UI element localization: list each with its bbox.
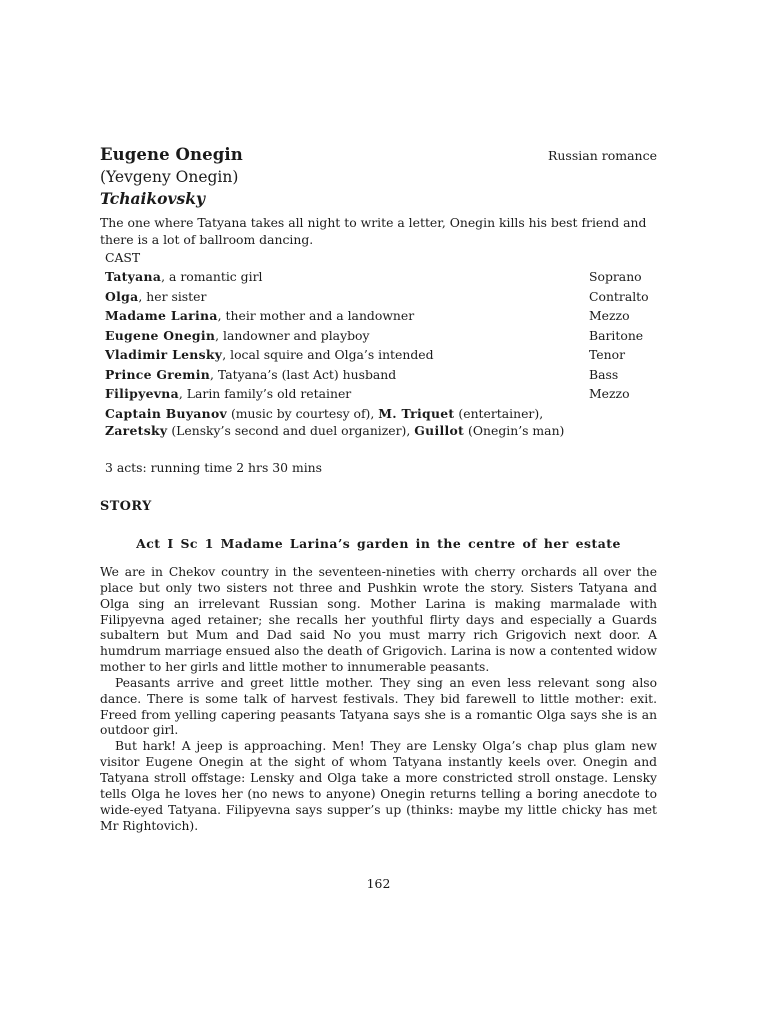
story-paragraph: Peasants arrive and greet little mother. They sing an even less relevant song also dance. There is some talk of harvest festivals. They bid farewell to little mother: exit. Freed from yelling capering peasants Tatyana says she is a romantic Olga says she is an outdoor girl. <box>100 675 657 738</box>
role-description: , Tatyana’s (last Act) husband <box>210 366 397 382</box>
cast-row <box>105 327 657 347</box>
role-name: Zaretsky <box>105 423 168 438</box>
role-description: (entertainer), <box>454 406 544 421</box>
page-number: 162 <box>366 876 391 891</box>
alternate-title: (Yevgeny Onegin) <box>100 168 239 186</box>
cast-list <box>105 268 657 405</box>
role-description: , local squire and Olga’s intended <box>222 347 434 362</box>
role-description: , Larin family’s old retainer <box>178 386 352 401</box>
role-name: Eugene Onegin <box>105 327 216 343</box>
opera-title: Eugene Onegin <box>100 145 243 164</box>
role-description: , landowner and playboy <box>215 327 370 343</box>
composer-name: Tchaikovsky <box>100 189 205 208</box>
voice-type: Tenor <box>589 347 625 362</box>
role-description: (music by courtesy of), <box>227 406 379 421</box>
cast-row <box>105 385 657 405</box>
voice-type: Mezzo <box>589 308 630 323</box>
role-description: (Onegin’s man) <box>464 423 565 438</box>
voice-type: Bass <box>589 366 619 382</box>
role-name: Madame Larina <box>105 308 218 323</box>
role-name: M. Triquet <box>378 406 455 421</box>
voice-type: Mezzo <box>589 386 630 401</box>
role-description: , their mother and a landowner <box>217 308 415 323</box>
voice-type: Contralto <box>589 288 649 304</box>
voice-type: Baritone <box>589 327 644 343</box>
role-name: Prince Gremin <box>105 366 211 382</box>
minor-roles <box>105 405 657 439</box>
act-heading: Act I Sc 1 Madame Larina’s garden in the centre of her estate <box>136 536 621 551</box>
role-name: Captain Buyanov <box>105 406 228 421</box>
role-name: Vladimir Lensky <box>105 347 223 362</box>
role-description: , a romantic girl <box>161 269 263 284</box>
synopsis: The one where Tatyana takes all night to write a letter, Onegin kills his best friend and there is a lot of ballroom dancing. <box>100 215 647 247</box>
cast-row <box>105 307 657 327</box>
cast-row <box>105 346 657 366</box>
role-name: Filipyevna <box>105 386 179 401</box>
role-description: (Lensky’s second and duel organizer), <box>167 423 415 438</box>
title-row <box>100 145 657 167</box>
running-time: 3 acts: running time 2 hrs 30 mins <box>105 460 323 475</box>
cast-label: CAST <box>105 250 141 265</box>
cast-row <box>105 288 657 308</box>
role-name: Guillot <box>414 423 465 438</box>
story-paragraph: We are in Chekov country in the seventeen-nineties with cherry orchards all over the place but only two sisters not three and Pushkin wrote the story. Sisters Tatyana and Olga sing an irrelevant Russian song. Mother Larina is making marmalade with Filipyevna aged retainer; she recalls her youthful flirty days and especially a Guards subaltern but Mum and Dad said No you must marry rich Grigovich next door. A humdrum marriage ensued also the death of Grigovich. Larina is now a contented widow mother to her girls and little mother to innumerable peasants. <box>100 565 657 675</box>
story-paragraph: But hark! A jeep is approaching. Men! They are Lensky Olga’s chap plus glam new visitor Eugene Onegin at the sight of whom Tatyana instantly keels over. Onegin and Tatyana stroll offstage: Lensky and Olga take a more constricted stroll onstage. Lensky tells Olga he loves her (no news to anyone) Onegin returns telling a boring anecdote to wide-eyed Tatyana. Filipyevna says supper’s up (thinks: maybe my little chicky has met Mr Rightovich). <box>100 739 657 833</box>
story-heading: STORY <box>100 499 152 514</box>
story-body <box>100 565 657 834</box>
cast-row <box>105 366 657 386</box>
genre-label: Russian romance <box>547 148 657 163</box>
role-name: Olga <box>105 288 139 304</box>
cast-row <box>105 268 657 288</box>
role-name: Tatyana <box>105 269 162 284</box>
voice-type: Soprano <box>589 269 642 284</box>
role-description: , her sister <box>138 288 207 304</box>
